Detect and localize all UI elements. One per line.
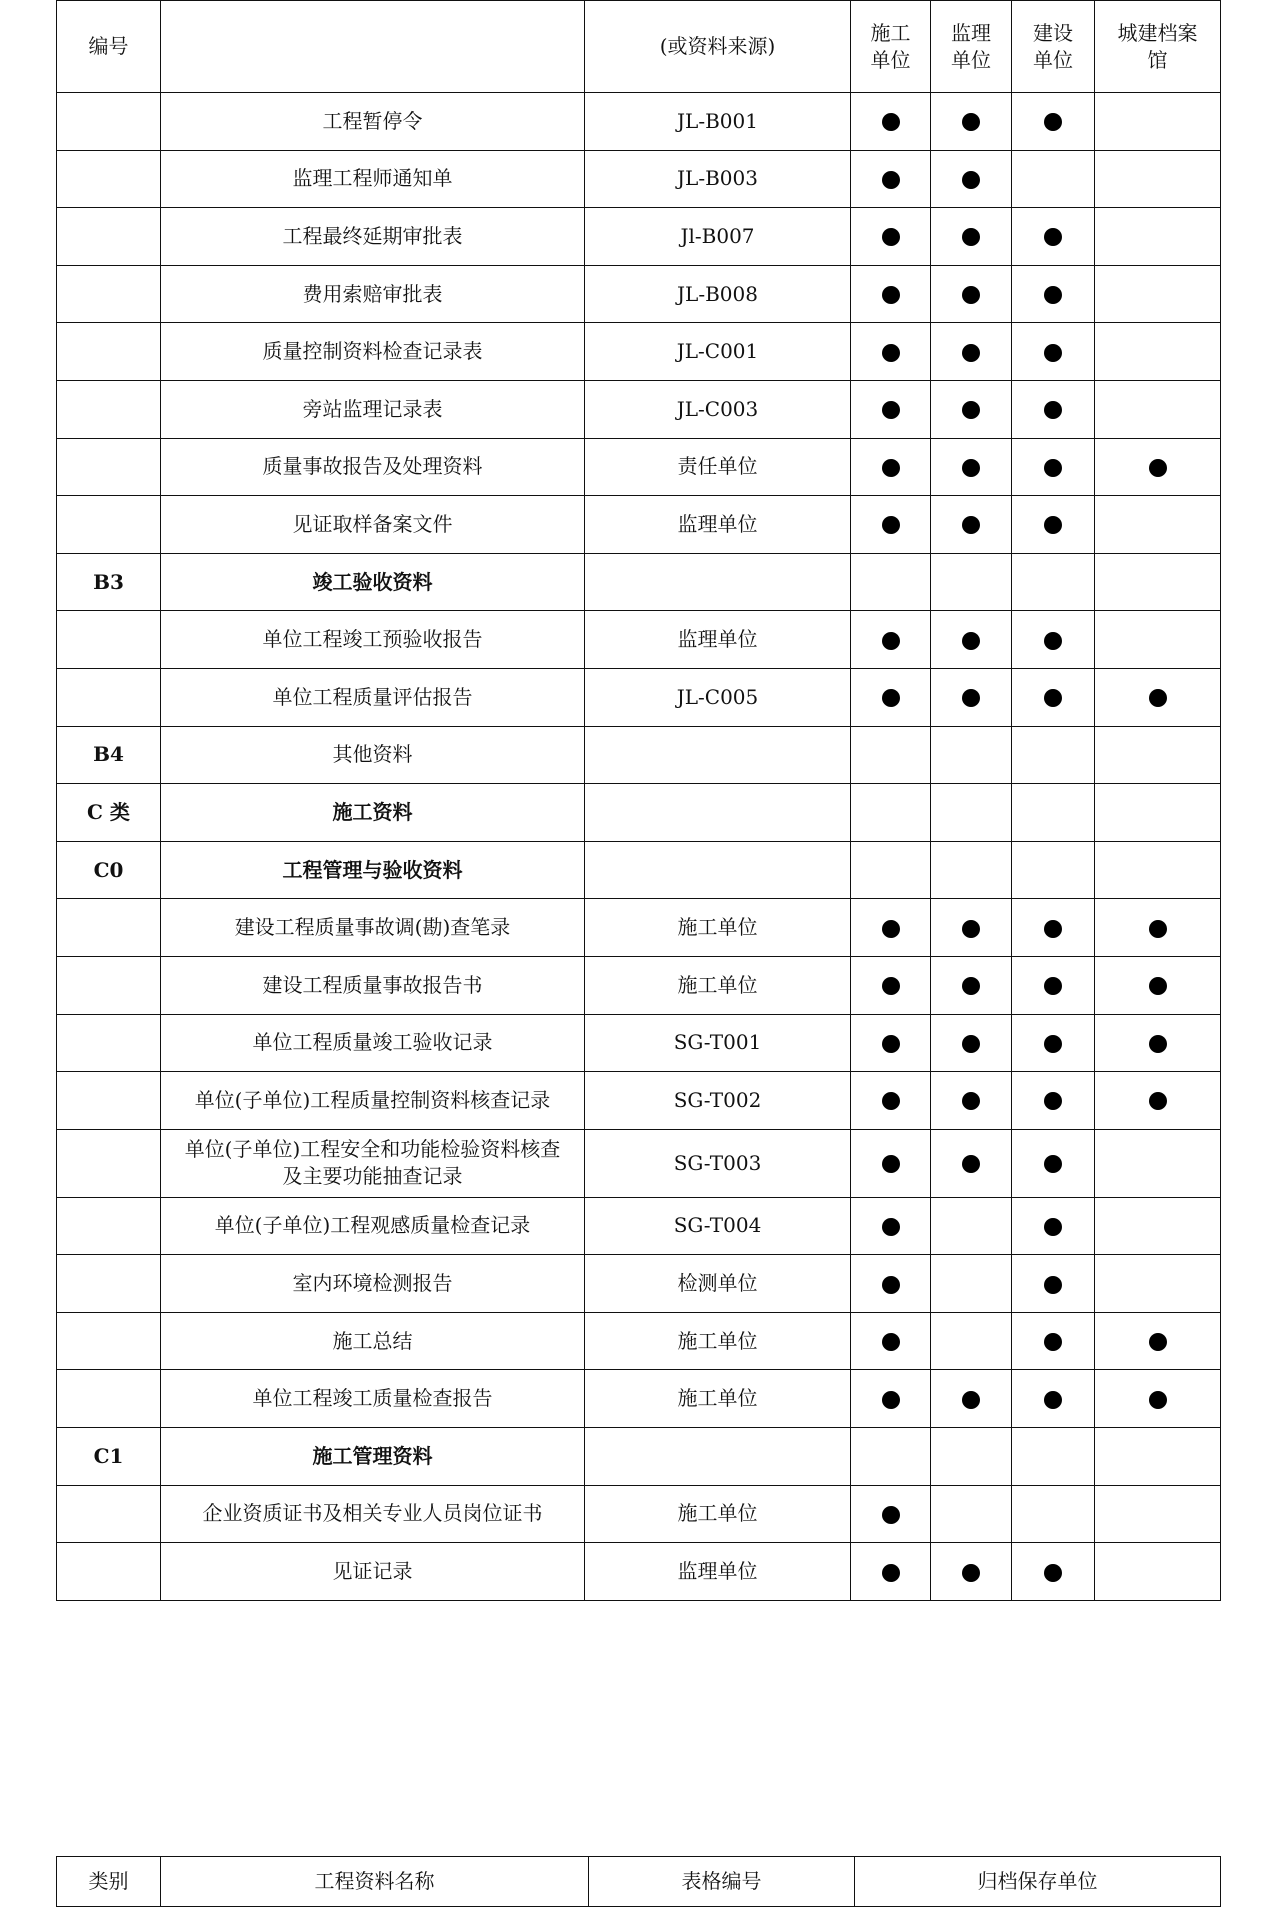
row-code [57, 668, 161, 726]
filled-dot-icon [882, 1092, 900, 1110]
mark-cell-construction [851, 1543, 931, 1601]
mark-cell-supervision [931, 93, 1012, 151]
mark-cell-owner [1012, 496, 1095, 554]
mark-cell-construction [851, 668, 931, 726]
row-name: 质量控制资料检查记录表 [161, 323, 585, 381]
filled-dot-icon [1149, 920, 1167, 938]
row-name: 建设工程质量事故报告书 [161, 956, 585, 1014]
mark-cell-owner [1012, 1255, 1095, 1313]
header-number: 编号 [57, 1, 161, 93]
mark-cell-supervision [931, 841, 1012, 899]
row-name: 竣工验收资料 [161, 553, 585, 611]
table-row [57, 380, 1221, 438]
filled-dot-icon [1044, 1155, 1062, 1173]
mark-cell-owner [1012, 93, 1095, 151]
filled-dot-icon [962, 1035, 980, 1053]
row-name: 单位(子单位)工程观感质量检查记录 [161, 1197, 585, 1255]
row-name: 质量事故报告及处理资料 [161, 438, 585, 496]
mark-cell-owner [1012, 380, 1095, 438]
row-source: Jl-B007 [585, 208, 851, 266]
filled-dot-icon [1044, 516, 1062, 534]
filled-dot-icon [1044, 113, 1062, 131]
mark-cell-owner [1012, 1370, 1095, 1428]
mark-cell-owner [1012, 1072, 1095, 1130]
filled-dot-icon [882, 171, 900, 189]
mark-cell-construction [851, 841, 931, 899]
mark-cell-construction [851, 1428, 931, 1486]
mark-cell-archive [1095, 899, 1221, 957]
row-name: 工程最终延期审批表 [161, 208, 585, 266]
row-source: 施工单位 [585, 1370, 851, 1428]
row-source [585, 1428, 851, 1486]
mark-cell-supervision [931, 956, 1012, 1014]
filled-dot-icon [962, 1391, 980, 1409]
row-source: SG-T004 [585, 1197, 851, 1255]
mark-cell-construction [851, 726, 931, 784]
row-name: 单位工程竣工预验收报告 [161, 611, 585, 669]
mark-cell-owner [1012, 726, 1095, 784]
mark-cell-supervision [931, 323, 1012, 381]
row-code: C 类 [57, 784, 161, 842]
filled-dot-icon [1149, 1391, 1167, 1409]
row-code [57, 265, 161, 323]
table-row [57, 496, 1221, 554]
table-row [57, 1370, 1221, 1428]
mark-cell-owner [1012, 438, 1095, 496]
mark-cell-archive [1095, 1255, 1221, 1313]
filled-dot-icon [962, 1155, 980, 1173]
row-name: 旁站监理记录表 [161, 380, 585, 438]
mark-cell-owner [1012, 1129, 1095, 1197]
mark-cell-construction [851, 784, 931, 842]
filled-dot-icon [882, 1391, 900, 1409]
row-code [57, 1370, 161, 1428]
table-row [57, 323, 1221, 381]
table-row [57, 150, 1221, 208]
mark-cell-archive [1095, 496, 1221, 554]
mark-cell-owner [1012, 323, 1095, 381]
row-source: 施工单位 [585, 956, 851, 1014]
filled-dot-icon [962, 516, 980, 534]
header-name-blank [161, 1, 585, 93]
filled-dot-icon [882, 113, 900, 131]
mark-cell-supervision [931, 150, 1012, 208]
mark-cell-construction [851, 611, 931, 669]
mark-cell-supervision [931, 1485, 1012, 1543]
mark-cell-construction [851, 265, 931, 323]
filled-dot-icon [882, 689, 900, 707]
mark-cell-archive [1095, 1370, 1221, 1428]
table-row [57, 899, 1221, 957]
mark-cell-owner [1012, 1197, 1095, 1255]
mark-cell-archive [1095, 1485, 1221, 1543]
row-code: B4 [57, 726, 161, 784]
row-code [57, 1485, 161, 1543]
mark-cell-supervision [931, 438, 1012, 496]
mark-cell-supervision [931, 726, 1012, 784]
mark-cell-archive [1095, 323, 1221, 381]
row-source: 施工单位 [585, 899, 851, 957]
mark-cell-archive [1095, 438, 1221, 496]
mark-cell-archive [1095, 1072, 1221, 1130]
row-source: 监理单位 [585, 1543, 851, 1601]
mark-cell-archive [1095, 668, 1221, 726]
filled-dot-icon [882, 1035, 900, 1053]
row-code [57, 380, 161, 438]
row-name: 施工管理资料 [161, 1428, 585, 1486]
header-unit-supervision: 监理 单位 [931, 1, 1012, 93]
filled-dot-icon [962, 344, 980, 362]
mark-cell-archive [1095, 956, 1221, 1014]
filled-dot-icon [962, 689, 980, 707]
mark-cell-construction [851, 553, 931, 611]
filled-dot-icon [882, 344, 900, 362]
filled-dot-icon [1149, 977, 1167, 995]
footer-name: 工程资料名称 [161, 1857, 589, 1907]
table-row [57, 1197, 1221, 1255]
mark-cell-construction [851, 899, 931, 957]
table-row [57, 841, 1221, 899]
mark-cell-construction [851, 208, 931, 266]
filled-dot-icon [962, 228, 980, 246]
mark-cell-archive [1095, 1312, 1221, 1370]
footer-form-number: 表格编号 [589, 1857, 855, 1907]
mark-cell-supervision [931, 899, 1012, 957]
table-row [57, 668, 1221, 726]
filled-dot-icon [962, 977, 980, 995]
mark-cell-archive [1095, 93, 1221, 151]
table-row [57, 1428, 1221, 1486]
row-source: JL-B001 [585, 93, 851, 151]
row-source: SG-T003 [585, 1129, 851, 1197]
filled-dot-icon [882, 401, 900, 419]
header-source: (或资料来源) [585, 1, 851, 93]
filled-dot-icon [882, 920, 900, 938]
row-name: 单位(子单位)工程安全和功能检验资料核查及主要功能抽查记录 [161, 1129, 585, 1197]
row-source: JL-C003 [585, 380, 851, 438]
table-row [57, 1485, 1221, 1543]
row-code [57, 496, 161, 554]
table-row [57, 553, 1221, 611]
mark-cell-archive [1095, 150, 1221, 208]
table-row [57, 611, 1221, 669]
mark-cell-archive [1095, 841, 1221, 899]
mark-cell-construction [851, 150, 931, 208]
mark-cell-supervision [931, 1370, 1012, 1428]
row-name: 建设工程质量事故调(勘)查笔录 [161, 899, 585, 957]
mark-cell-supervision [931, 208, 1012, 266]
mark-cell-supervision [931, 1312, 1012, 1370]
mark-cell-supervision [931, 496, 1012, 554]
mark-cell-archive [1095, 611, 1221, 669]
row-name: 费用索赔审批表 [161, 265, 585, 323]
table-row [57, 1129, 1221, 1197]
table-row [57, 1543, 1221, 1601]
mark-cell-construction [851, 496, 931, 554]
row-name: 企业资质证书及相关专业人员岗位证书 [161, 1485, 585, 1543]
row-name: 单位工程质量评估报告 [161, 668, 585, 726]
mark-cell-construction [851, 1312, 931, 1370]
table-row [57, 438, 1221, 496]
mark-cell-construction [851, 93, 931, 151]
mark-cell-owner [1012, 841, 1095, 899]
mark-cell-archive [1095, 380, 1221, 438]
row-source: SG-T002 [585, 1072, 851, 1130]
footer-archive-unit: 归档保存单位 [855, 1857, 1221, 1907]
row-source [585, 784, 851, 842]
mark-cell-supervision [931, 1428, 1012, 1486]
mark-cell-construction [851, 1072, 931, 1130]
filled-dot-icon [882, 516, 900, 534]
mark-cell-construction [851, 1129, 931, 1197]
filled-dot-icon [882, 632, 900, 650]
mark-cell-supervision [931, 553, 1012, 611]
row-code [57, 1197, 161, 1255]
mark-cell-supervision [931, 265, 1012, 323]
row-code [57, 1312, 161, 1370]
row-source: 监理单位 [585, 611, 851, 669]
filled-dot-icon [962, 920, 980, 938]
mark-cell-owner [1012, 899, 1095, 957]
filled-dot-icon [1149, 1035, 1167, 1053]
mark-cell-construction [851, 1485, 931, 1543]
row-name: 施工总结 [161, 1312, 585, 1370]
row-name: 施工资料 [161, 784, 585, 842]
mark-cell-archive [1095, 553, 1221, 611]
row-code [57, 438, 161, 496]
filled-dot-icon [962, 286, 980, 304]
filled-dot-icon [962, 459, 980, 477]
mark-cell-supervision [931, 668, 1012, 726]
footer-category: 类别 [57, 1857, 161, 1907]
mark-cell-supervision [931, 1197, 1012, 1255]
row-code [57, 899, 161, 957]
mark-cell-archive [1095, 784, 1221, 842]
row-name: 监理工程师通知单 [161, 150, 585, 208]
mark-cell-owner [1012, 208, 1095, 266]
filled-dot-icon [1044, 1333, 1062, 1351]
mark-cell-archive [1095, 1129, 1221, 1197]
header-unit-owner: 建设 单位 [1012, 1, 1095, 93]
filled-dot-icon [1044, 1276, 1062, 1294]
mark-cell-supervision [931, 611, 1012, 669]
mark-cell-owner [1012, 1014, 1095, 1072]
mark-cell-owner [1012, 1543, 1095, 1601]
table-header-row [57, 1, 1221, 93]
mark-cell-owner [1012, 1428, 1095, 1486]
row-code [57, 1014, 161, 1072]
row-code [57, 150, 161, 208]
row-name: 工程暂停令 [161, 93, 585, 151]
filled-dot-icon [882, 1333, 900, 1351]
next-page-header [56, 1856, 1221, 1907]
table-row [57, 784, 1221, 842]
filled-dot-icon [1044, 459, 1062, 477]
mark-cell-construction [851, 956, 931, 1014]
table-row [57, 726, 1221, 784]
mark-cell-archive [1095, 208, 1221, 266]
table-row [57, 1255, 1221, 1313]
mark-cell-construction [851, 380, 931, 438]
mark-cell-construction [851, 1370, 931, 1428]
footer-header-row [57, 1857, 1221, 1907]
row-source: JL-B003 [585, 150, 851, 208]
filled-dot-icon [1149, 1092, 1167, 1110]
mark-cell-owner [1012, 265, 1095, 323]
filled-dot-icon [882, 1155, 900, 1173]
row-source: 检测单位 [585, 1255, 851, 1313]
filled-dot-icon [1044, 1218, 1062, 1236]
row-code [57, 1255, 161, 1313]
row-source [585, 726, 851, 784]
mark-cell-supervision [931, 1014, 1012, 1072]
filled-dot-icon [962, 632, 980, 650]
header-unit-construction: 施工 单位 [851, 1, 931, 93]
filled-dot-icon [1149, 459, 1167, 477]
filled-dot-icon [1044, 977, 1062, 995]
filled-dot-icon [1044, 632, 1062, 650]
row-code: C1 [57, 1428, 161, 1486]
table-row [57, 956, 1221, 1014]
mark-cell-construction [851, 1255, 931, 1313]
row-code [57, 208, 161, 266]
row-code [57, 1129, 161, 1197]
row-source: JL-B008 [585, 265, 851, 323]
mark-cell-owner [1012, 956, 1095, 1014]
row-code [57, 1072, 161, 1130]
mark-cell-supervision [931, 380, 1012, 438]
row-source: 施工单位 [585, 1312, 851, 1370]
row-source: 监理单位 [585, 496, 851, 554]
filled-dot-icon [1044, 401, 1062, 419]
mark-cell-construction [851, 1014, 931, 1072]
filled-dot-icon [962, 1092, 980, 1110]
row-source: SG-T001 [585, 1014, 851, 1072]
filled-dot-icon [1044, 228, 1062, 246]
table-row [57, 208, 1221, 266]
mark-cell-archive [1095, 1197, 1221, 1255]
mark-cell-construction [851, 323, 931, 381]
mark-cell-supervision [931, 1255, 1012, 1313]
archive-table [56, 0, 1221, 1601]
filled-dot-icon [1044, 286, 1062, 304]
filled-dot-icon [882, 286, 900, 304]
row-code [57, 611, 161, 669]
row-source: 施工单位 [585, 1485, 851, 1543]
table-row [57, 93, 1221, 151]
row-source: JL-C005 [585, 668, 851, 726]
row-name: 单位工程质量竣工验收记录 [161, 1014, 585, 1072]
table-row [57, 1312, 1221, 1370]
table-row [57, 265, 1221, 323]
row-code [57, 323, 161, 381]
row-code [57, 956, 161, 1014]
row-name: 见证记录 [161, 1543, 585, 1601]
filled-dot-icon [1044, 920, 1062, 938]
row-name: 室内环境检测报告 [161, 1255, 585, 1313]
filled-dot-icon [882, 459, 900, 477]
mark-cell-owner [1012, 553, 1095, 611]
filled-dot-icon [882, 228, 900, 246]
row-source: JL-C001 [585, 323, 851, 381]
table-row [57, 1014, 1221, 1072]
row-source: 责任单位 [585, 438, 851, 496]
mark-cell-owner [1012, 1485, 1095, 1543]
mark-cell-archive [1095, 1428, 1221, 1486]
filled-dot-icon [882, 1218, 900, 1236]
mark-cell-owner [1012, 1312, 1095, 1370]
row-name: 其他资料 [161, 726, 585, 784]
row-source [585, 553, 851, 611]
filled-dot-icon [962, 113, 980, 131]
filled-dot-icon [962, 1564, 980, 1582]
filled-dot-icon [882, 977, 900, 995]
filled-dot-icon [1149, 689, 1167, 707]
mark-cell-supervision [931, 784, 1012, 842]
filled-dot-icon [1044, 689, 1062, 707]
row-name: 工程管理与验收资料 [161, 841, 585, 899]
row-code [57, 1543, 161, 1601]
filled-dot-icon [882, 1564, 900, 1582]
mark-cell-owner [1012, 668, 1095, 726]
row-name: 单位工程竣工质量检查报告 [161, 1370, 585, 1428]
mark-cell-archive [1095, 1014, 1221, 1072]
filled-dot-icon [1044, 1035, 1062, 1053]
mark-cell-supervision [931, 1072, 1012, 1130]
mark-cell-owner [1012, 611, 1095, 669]
mark-cell-archive [1095, 1543, 1221, 1601]
filled-dot-icon [962, 171, 980, 189]
row-code: C0 [57, 841, 161, 899]
table-row [57, 1072, 1221, 1130]
mark-cell-construction [851, 1197, 931, 1255]
mark-cell-supervision [931, 1543, 1012, 1601]
mark-cell-owner [1012, 150, 1095, 208]
filled-dot-icon [1044, 344, 1062, 362]
filled-dot-icon [1044, 1092, 1062, 1110]
filled-dot-icon [962, 401, 980, 419]
filled-dot-icon [882, 1276, 900, 1294]
row-name: 见证取样备案文件 [161, 496, 585, 554]
row-code: B3 [57, 553, 161, 611]
filled-dot-icon [1044, 1564, 1062, 1582]
mark-cell-supervision [931, 1129, 1012, 1197]
mark-cell-archive [1095, 726, 1221, 784]
mark-cell-owner [1012, 784, 1095, 842]
row-source [585, 841, 851, 899]
mark-cell-construction [851, 438, 931, 496]
header-unit-archive: 城建档案 馆 [1095, 1, 1221, 93]
row-name: 单位(子单位)工程质量控制资料核查记录 [161, 1072, 585, 1130]
row-code [57, 93, 161, 151]
mark-cell-archive [1095, 265, 1221, 323]
filled-dot-icon [882, 1506, 900, 1524]
filled-dot-icon [1149, 1333, 1167, 1351]
filled-dot-icon [1044, 1391, 1062, 1409]
